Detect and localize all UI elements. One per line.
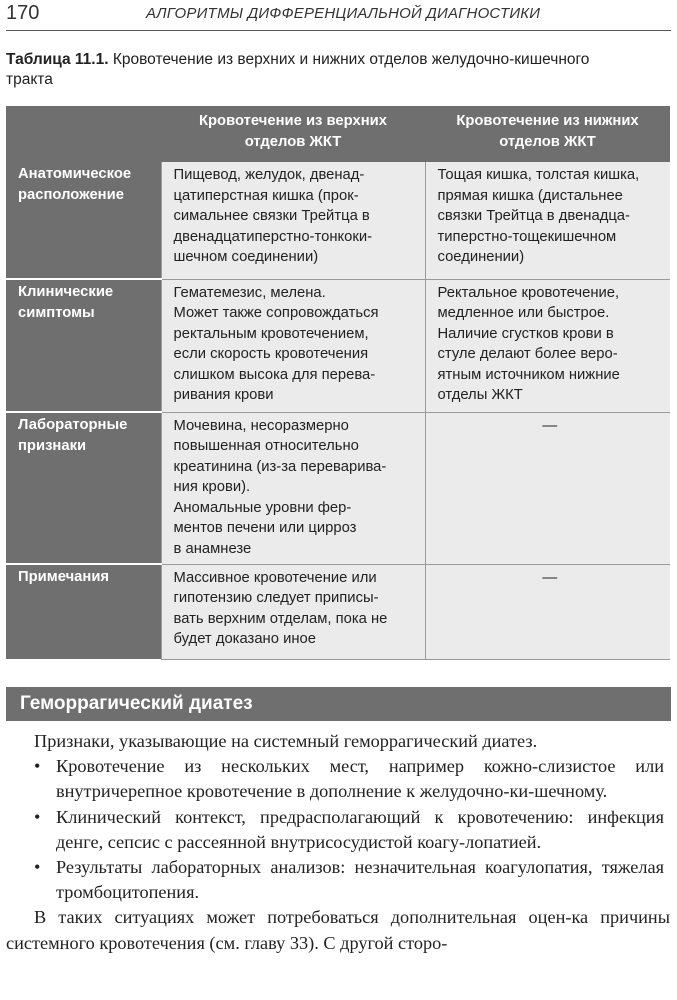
bullet-icon: • xyxy=(34,756,41,777)
cell-line: связки Трейтца в двенадца- xyxy=(437,208,630,225)
gi-bleeding-table xyxy=(6,106,670,660)
column-header-lower xyxy=(425,106,670,162)
cell-notes-lower xyxy=(425,564,670,659)
bullet-icon: • xyxy=(34,857,41,878)
table-caption-line-2: тракта xyxy=(6,71,53,88)
cell-line: типерстно-тощекишечном xyxy=(437,228,617,245)
cell-line: прямая кишка (дистальнее xyxy=(437,187,623,204)
cell-lab-lower xyxy=(425,412,670,564)
empty-dash: — xyxy=(542,569,558,586)
cell-line: слишком высока для перева- xyxy=(173,366,376,383)
page-header xyxy=(6,2,671,28)
cell-line: ятным источником нижние xyxy=(437,366,620,383)
cell-line: цатиперстная кишка (прок- xyxy=(173,187,359,204)
cell-line: Ректальное кровотечение, xyxy=(437,284,620,301)
cell-line: ректальным кровотечением, xyxy=(173,325,369,342)
cell-line: ривания крови xyxy=(173,387,274,404)
cell-line: Аномальные уровни фер- xyxy=(173,499,352,516)
cell-line: вать верхним отделам, пока не xyxy=(173,610,388,627)
list-item xyxy=(6,855,670,905)
table-caption xyxy=(6,50,671,90)
cell-line: повышенная относительно xyxy=(173,438,359,455)
list-item xyxy=(6,754,670,804)
row-header-line: Примечания xyxy=(18,569,110,585)
cell-line: ния крови). xyxy=(173,479,251,496)
column-header-lower-line: отделов ЖКТ xyxy=(499,133,596,150)
table-row-lab xyxy=(6,412,670,564)
cell-line: Массивное кровотечение или xyxy=(173,569,377,586)
table-caption-label: Таблица 11.1. xyxy=(6,51,109,68)
section-heading-bar xyxy=(6,687,671,721)
cell-line: Может также сопровождаться xyxy=(173,305,379,322)
row-header-lab xyxy=(6,412,161,564)
cell-line: симальнее связки Трейтца в xyxy=(173,208,370,225)
row-header-line: Клинические xyxy=(18,284,114,300)
section-body xyxy=(6,729,670,956)
cell-line: шечном соединении) xyxy=(173,249,319,266)
cell-line: отделы ЖКТ xyxy=(437,387,523,404)
row-header-line: расположение xyxy=(18,186,124,203)
row-header-line: признаки xyxy=(18,437,87,454)
row-header-line: Лабораторные xyxy=(18,417,128,433)
cell-symptoms-lower xyxy=(425,279,670,412)
list-item xyxy=(6,805,670,855)
column-header-upper-line: Кровотечение из верхних xyxy=(198,113,387,129)
row-header-line: Анатомическое xyxy=(18,166,132,182)
column-header-lower-line: Кровотечение из нижних xyxy=(456,113,639,129)
list-item-text: Результаты лабораторных анализов: незначительная коагулопатия, тяжелая тромбоцитопения. xyxy=(56,857,664,903)
row-header-notes xyxy=(6,564,161,659)
table-header-row xyxy=(6,106,670,162)
cell-line: Пищевод, желудок, двенад- xyxy=(173,167,365,183)
running-title: АЛГОРИТМЫ ДИФФЕРЕНЦИАЛЬНОЙ ДИАГНОСТИКИ xyxy=(146,5,541,22)
cell-line: гипотензию следует приписы- xyxy=(173,590,379,607)
row-header-symptoms xyxy=(6,279,161,412)
cell-line: ментов печени или цирроз xyxy=(173,520,357,537)
table-row-anatomy xyxy=(6,162,670,279)
section-title: Геморрагический диатез xyxy=(20,693,253,714)
cell-line: соединении) xyxy=(437,249,525,266)
section-closing: В таких ситуациях может потребоваться дополнительная оцен-ка причины системного кровотечения (см. главу 33). С другой сторо- xyxy=(6,907,670,953)
cell-symptoms-upper xyxy=(161,279,425,412)
column-header-upper xyxy=(161,106,425,162)
cell-notes-upper xyxy=(161,564,425,659)
page-number: 170 xyxy=(6,2,40,24)
row-header-anatomy xyxy=(6,162,161,279)
table-caption-line-1: Кровотечение из верхних и нижних отделов желудочно-кишечного xyxy=(112,51,590,68)
cell-anatomy-lower xyxy=(425,162,670,279)
cell-lab-upper xyxy=(161,412,425,564)
cell-line: медленное или быстрое. xyxy=(437,305,610,322)
bullet-list xyxy=(6,754,670,905)
cell-line: если скорость кровотечения xyxy=(173,346,369,363)
list-item-text: Кровотечение из нескольких мест, например кожно-слизистое или внутричерепное кровотечение в дополнение к желудочно-ки-шечному. xyxy=(56,756,664,802)
cell-line: Наличие сгустков крови в xyxy=(437,325,614,342)
empty-dash: — xyxy=(542,417,558,434)
table-row-symptoms xyxy=(6,279,670,412)
row-header-line: симптомы xyxy=(18,304,95,321)
bullet-icon: • xyxy=(34,806,41,827)
cell-line: Мочевина, несоразмерно xyxy=(173,417,349,434)
section-intro: Признаки, указывающие на системный геморрагический диатез. xyxy=(34,731,538,751)
list-item-text: Клинический контекст, предрасполагающий к кровотечению: инфекция денге, сепсис с рассеянной внутрисосудистой коагу-лопатией. xyxy=(56,806,664,852)
column-header-upper-line: отделов ЖКТ xyxy=(244,133,342,150)
cell-line: Тощая кишка, толстая кишка, xyxy=(437,167,640,183)
header-rule xyxy=(6,30,671,31)
cell-line: будет доказано иное xyxy=(173,631,316,648)
cell-line: в анамнезе xyxy=(173,541,252,558)
cell-line: стуле делают более веро- xyxy=(437,346,618,363)
cell-anatomy-upper xyxy=(161,162,425,279)
table-row-notes xyxy=(6,564,670,659)
cell-line: Гематемезис, мелена. xyxy=(173,284,326,301)
table-corner-cell xyxy=(6,106,161,162)
cell-line: двенадцатиперстно-тонкоки- xyxy=(173,228,373,245)
cell-line: креатинина (из-за переварива- xyxy=(173,458,387,475)
